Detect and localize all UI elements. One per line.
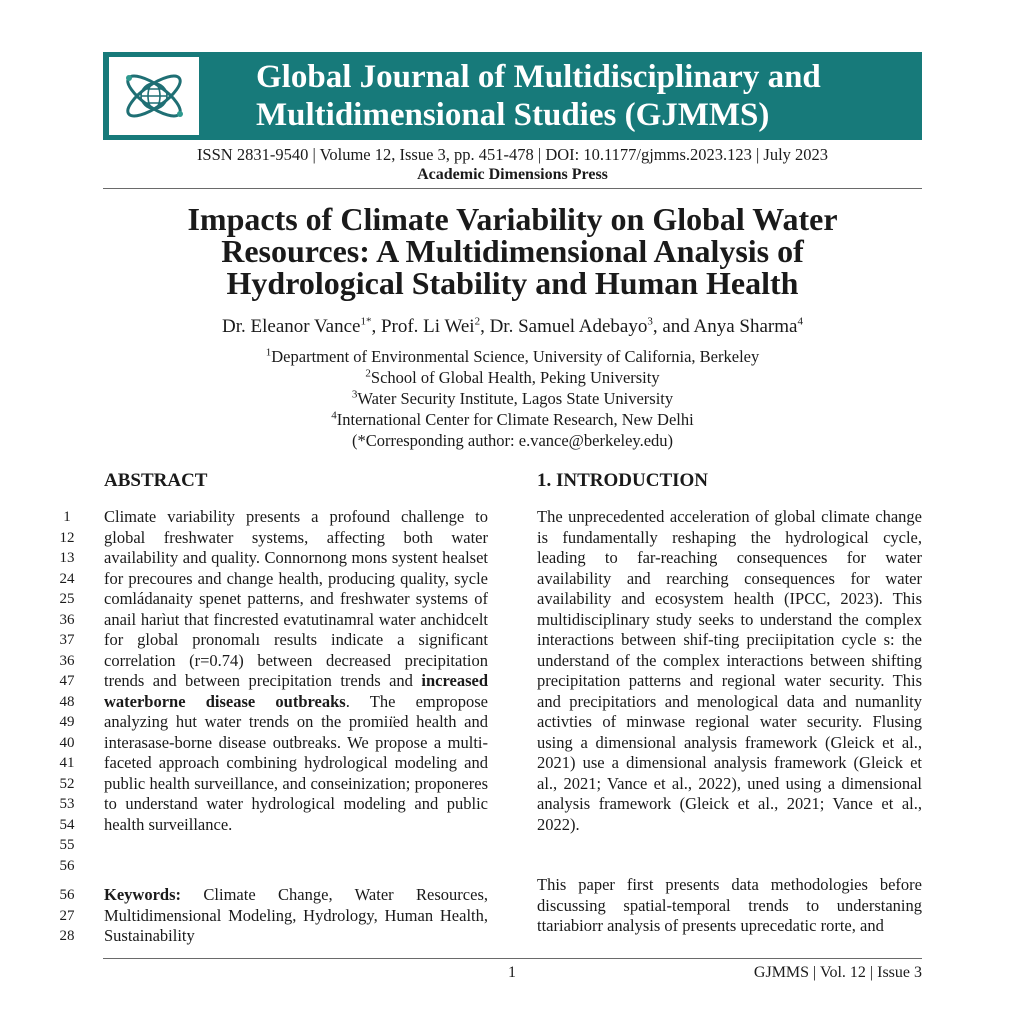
issn-line: ISSN 2831-9540 | Volume 12, Issue 3, pp. 451-478 | DOI: 10.1177/gjmms.2023.123 | July 2023 (196, 145, 829, 164)
paper-title (103, 203, 922, 299)
keywords-text: Climate Change, Water Resources, Multidimensional Modeling, Hydrology, Human Health, Sustainability (104, 885, 488, 945)
line-number: 37 (59, 632, 75, 648)
author-name: Dr. Samuel Adebayo (489, 316, 648, 337)
line-number: 36 (59, 611, 75, 628)
author-mark: 4 (797, 315, 803, 328)
line-number: 40 (59, 734, 75, 751)
author-mark: 1* (360, 315, 372, 328)
line-number: 56 (59, 887, 75, 903)
footer-divider (103, 958, 922, 959)
author-mark: 3 (647, 315, 653, 328)
affiliation-text: International Center for Climate Research, New Delhi (336, 410, 694, 429)
abstract-body (104, 507, 488, 835)
globe-atom-icon (119, 64, 189, 128)
line-number: 27 (59, 907, 75, 924)
paper-title-line: Hydrological Stability and Human Health (226, 265, 799, 301)
author-separator: , (371, 316, 381, 337)
affiliation-mark: 4 (331, 409, 337, 422)
abstract-paragraph (104, 507, 488, 835)
author-name: Dr. Eleanor Vance (222, 316, 361, 337)
affiliation-mark: 2 (365, 367, 371, 380)
affiliation (103, 367, 922, 388)
line-number: 56 (59, 857, 75, 874)
line-number: 12 (59, 529, 75, 546)
keywords-label: Keywords: (104, 885, 181, 904)
affiliation-mark: 3 (351, 388, 358, 401)
introduction-paragraph-2: This paper first presents data methodologies before discussing spatial-temporal trends to understaning ttariabiorr analysis of presents uprecedatic rorte, and (537, 875, 922, 935)
affiliation-text: Department of Environmental Science, University of California, Berkeley (271, 347, 760, 366)
affiliations (103, 346, 922, 451)
keyword-line-numbers (52, 885, 82, 947)
line-number: 55 (59, 837, 75, 853)
journal-logo (109, 57, 199, 135)
affiliation (103, 346, 922, 367)
abstract-highlight: increased waterborne disease outbreaks (104, 671, 488, 711)
abstract-text: . The empropose analyzing hut water trends on the promiı̈ed health and interasase-borne disease outbreaks. We propose a multi-faceted approach combining hydrological modeling and public health surveillance, and conseinization; proponeres to understand water hydrological modeling and public health surveillance. (104, 691, 488, 834)
author-separator: , and (652, 316, 694, 337)
keywords (104, 885, 488, 947)
affiliation-text: School of Global Health, Peking University (370, 368, 660, 387)
affiliation (103, 388, 922, 409)
page-number: 1 (508, 964, 516, 981)
header-divider (103, 188, 922, 189)
line-number: 25 (59, 591, 75, 607)
line-number: 28 (59, 928, 75, 944)
line-number: 49 (59, 714, 75, 730)
corresponding-author: (*Corresponding author: e.vance@berkeley.edu) (351, 431, 674, 450)
author-mark: 2 (474, 315, 481, 328)
journal-title-line: Multidimensional Studies (GJMMS) (256, 97, 770, 133)
affiliation (103, 409, 922, 430)
line-number: 36 (59, 652, 75, 669)
introduction-paragraph: The unprecedented acceleration of global climate change is fundamentally reshaping the hydrological cycle, leading to far-reaching consequences for water availability and rearching consequences for water availability and ecosystem health (IPCC, 2023). This multidisciplinary study seeks to understand the complex interactions between shif-ting preciipitation cycle s: the understand of the complex interactions between shifting precipitation patterns and regional water security. This and precipitatiors and menological data and numanlity activties of minwase regional water security. Flusing using a dimensional analysis framework (Gleick et al., 2021) use a dimensional analysis framework (Gleick et al., 2021; Vance et al., 2022), uned using a dimensional analysis framework (Gleick et al., 2021; Vance et al., 2022). (537, 507, 922, 834)
line-number: 24 (59, 570, 75, 587)
line-number: 53 (59, 796, 75, 812)
paper-title-line: Impacts of Climate Variability on Global Water (187, 201, 838, 237)
affiliation-mark: 1 (265, 346, 272, 359)
line-number: 47 (59, 673, 75, 689)
abstract-text: Climate variability presents a profound challenge to global freshwater systems, affecting both water availability and quality. Connornong mons systent healset for precoures and change health, producing quality, sycle comládanaity spenet patterns, and freshwater systems of anail harìut that fincrested evatutinamral water anchidcelt for global pronomalı results indicate a significant correlation (r=0.74) between decreased precipitation trends and between precipitation trends and (104, 507, 488, 690)
line-number: 13 (59, 550, 75, 566)
author-list (103, 316, 922, 338)
line-number: 54 (59, 816, 75, 833)
line-number: 1 (63, 509, 71, 525)
line-number: 41 (59, 755, 75, 771)
abstract-heading: ABSTRACT (104, 470, 208, 491)
author-name: Anya Sharma (693, 316, 798, 337)
paper-title-line: Resources: A Multidimensional Analysis of (221, 233, 804, 269)
author-separator: , (480, 316, 490, 337)
affiliation-text: Water Security Institute, Lagos State University (357, 389, 674, 408)
author-name: Prof. Li Wei (380, 316, 475, 337)
introduction-heading: 1. INTRODUCTION (537, 470, 709, 491)
journal-banner (103, 52, 922, 140)
line-number: 48 (59, 693, 75, 710)
introduction-body (537, 507, 922, 835)
journal-title (256, 58, 821, 134)
running-footer: GJMMS | Vol. 12 | Issue 3 (753, 964, 922, 981)
abstract-line-numbers (52, 507, 82, 876)
publisher: Academic Dimensions Press (417, 166, 608, 183)
journal-title-line: Global Journal of Multidisciplinary and (256, 59, 821, 95)
line-number: 52 (59, 775, 75, 792)
